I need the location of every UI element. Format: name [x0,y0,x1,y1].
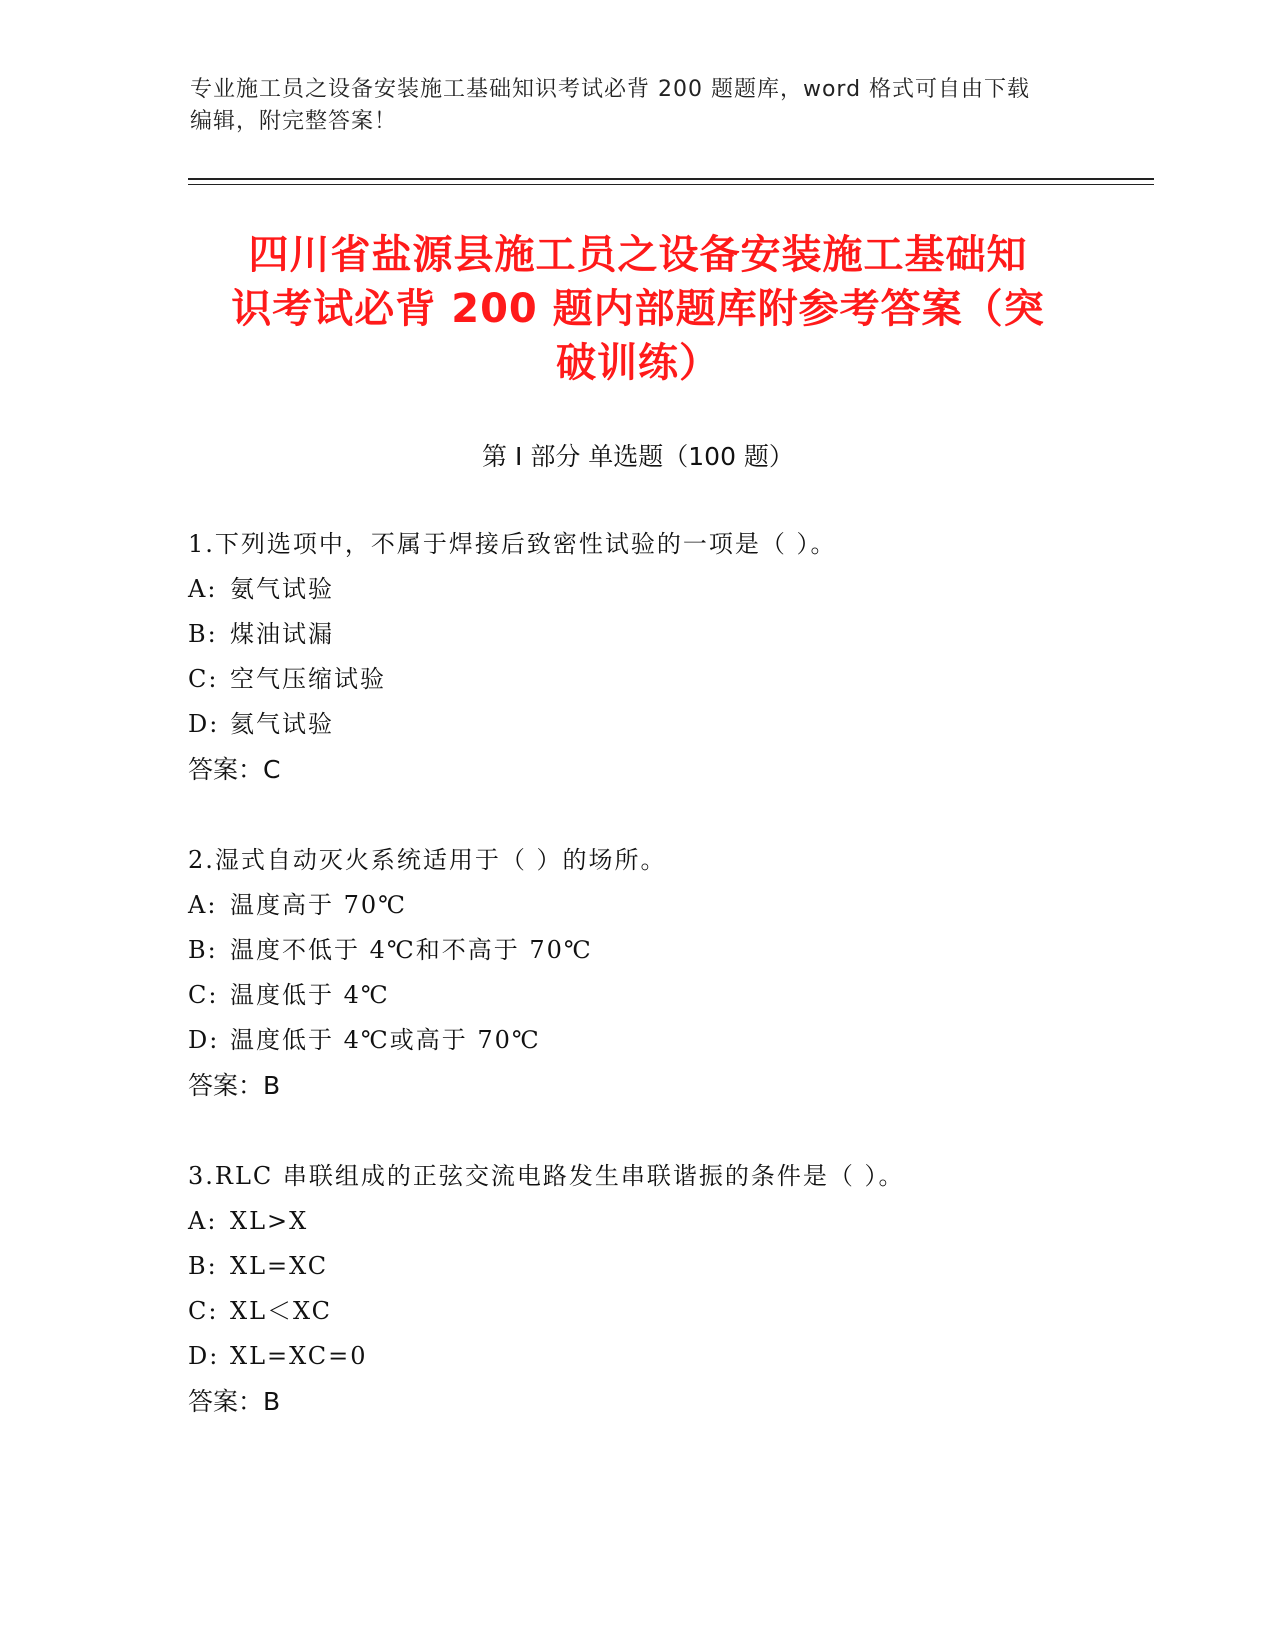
option-c [188,657,1148,702]
answer: 答案：B [188,1387,281,1416]
option-letter: D: [188,1026,220,1054]
option-text: XL=XC=0 [230,1342,368,1370]
option-d [188,702,1148,747]
option-b [188,1244,1148,1289]
option-a [188,1199,1148,1244]
question-stem: 2.湿式自动灭火系统适用于（ ）的场所。 [188,846,667,874]
header-note-line-2: 编辑，附完整答案！ [190,109,398,134]
option-text: 氦气试验 [230,710,334,738]
option-letter: C: [188,981,219,1009]
answer: 答案：B [188,1071,281,1100]
option-d [188,1018,1148,1063]
question-1 [188,522,1148,792]
option-text: 温度高于 70℃ [230,891,408,919]
document-title [188,228,1088,390]
question-2 [188,838,1148,1108]
document-title-line-1: 四川省盐源县施工员之设备安装施工基础知 [248,232,1028,278]
option-letter: B: [188,936,218,964]
option-text: XL＜XC [230,1297,333,1325]
document-title-line-2: 识考试必背 200 题内部题库附参考答案（突 [231,286,1045,332]
question-stem: 3.RLC 串联组成的正弦交流电路发生串联谐振的条件是（ ）。 [188,1162,905,1190]
option-b [188,928,1148,973]
section-title: 第 I 部分 单选题（100 题） [482,442,794,471]
document-title-line-3: 破训练） [556,340,720,386]
option-text: 温度低于 4℃或高于 70℃ [230,1026,541,1054]
option-text: 煤油试漏 [230,620,334,648]
option-text: XL>X [230,1207,309,1235]
option-letter: A: [188,891,218,919]
answer: 答案：C [188,755,281,784]
option-text: 氨气试验 [230,575,334,603]
option-letter: B: [188,620,218,648]
option-letter: D: [188,710,220,738]
option-letter: A: [188,575,218,603]
option-letter: A: [188,1207,218,1235]
option-text: 空气压缩试验 [230,665,386,693]
header-divider-thick [188,178,1154,180]
option-a [188,883,1148,928]
option-c [188,1289,1148,1334]
option-a [188,567,1148,612]
option-letter: C: [188,665,219,693]
option-d [188,1334,1148,1379]
header-note [190,74,1070,138]
question-stem: 1.下列选项中，不属于焊接后致密性试验的一项是（ ）。 [188,530,837,558]
option-letter: B: [188,1252,218,1280]
option-c [188,973,1148,1018]
option-text: XL=XC [230,1252,329,1280]
question-3 [188,1154,1148,1424]
option-letter: C: [188,1297,219,1325]
header-note-line-1: 专业施工员之设备安装施工基础知识考试必背 200 题题库，word 格式可自由下载 [190,77,1031,102]
option-text: 温度低于 4℃ [230,981,390,1009]
option-b [188,612,1148,657]
header-divider-thin [188,184,1154,185]
option-letter: D: [188,1342,220,1370]
option-text: 温度不低于 4℃和不高于 70℃ [230,936,593,964]
